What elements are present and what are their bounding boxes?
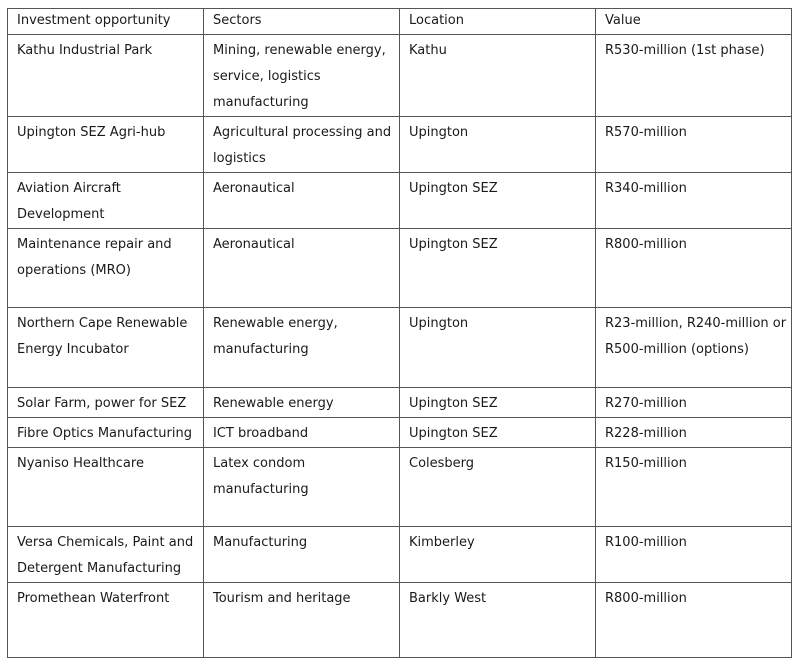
cell-location: Upington [400, 117, 596, 173]
table-row [8, 173, 792, 229]
cell-value: R150-million [596, 448, 792, 527]
table-row [8, 527, 792, 583]
cell-sectors: Renewable energy [204, 388, 400, 418]
table-row [8, 388, 792, 418]
table-row [8, 35, 792, 117]
cell-opportunity: Versa Chemicals, Paint and Detergent Manufacturing [8, 527, 204, 583]
cell-opportunity: Nyaniso Healthcare [8, 448, 204, 527]
cell-opportunity: Upington SEZ Agri-hub [8, 117, 204, 173]
cell-opportunity: Fibre Optics Manufacturing [8, 418, 204, 448]
cell-location: Upington SEZ [400, 229, 596, 308]
cell-location: Kathu [400, 35, 596, 117]
table-row [8, 583, 792, 658]
cell-value: R800-million [596, 583, 792, 658]
cell-opportunity: Promethean Waterfront [8, 583, 204, 658]
table-row [8, 308, 792, 388]
header-location: Location [400, 9, 596, 35]
table-row [8, 117, 792, 173]
cell-opportunity: Northern Cape Renewable Energy Incubator [8, 308, 204, 388]
cell-sectors: Mining, renewable energy, service, logistics manufacturing [204, 35, 400, 117]
cell-location: Upington SEZ [400, 418, 596, 448]
cell-location: Kimberley [400, 527, 596, 583]
cell-sectors: Aeronautical [204, 173, 400, 229]
table-row [8, 229, 792, 308]
cell-value: R340-million [596, 173, 792, 229]
header-investment-opportunity: Investment opportunity [8, 9, 204, 35]
cell-opportunity: Maintenance repair and operations (MRO) [8, 229, 204, 308]
cell-sectors: Aeronautical [204, 229, 400, 308]
table-row [8, 448, 792, 527]
cell-value: R800-million [596, 229, 792, 308]
cell-sectors: Agricultural processing and logistics [204, 117, 400, 173]
cell-location: Barkly West [400, 583, 596, 658]
investment-table-container [7, 8, 792, 658]
cell-opportunity: Solar Farm, power for SEZ [8, 388, 204, 418]
cell-location: Upington SEZ [400, 388, 596, 418]
header-value: Value [596, 9, 792, 35]
cell-sectors: Latex condom manufacturing [204, 448, 400, 527]
cell-value: R570-million [596, 117, 792, 173]
table-row [8, 418, 792, 448]
cell-value: R228-million [596, 418, 792, 448]
cell-sectors: Manufacturing [204, 527, 400, 583]
investment-table [7, 8, 792, 658]
cell-value: R270-million [596, 388, 792, 418]
header-sectors: Sectors [204, 9, 400, 35]
cell-value: R530-million (1st phase) [596, 35, 792, 117]
cell-sectors: ICT broadband [204, 418, 400, 448]
cell-opportunity: Aviation Aircraft Development [8, 173, 204, 229]
cell-sectors: Tourism and heritage [204, 583, 400, 658]
cell-opportunity: Kathu Industrial Park [8, 35, 204, 117]
cell-sectors: Renewable energy, manufacturing [204, 308, 400, 388]
cell-value: R100-million [596, 527, 792, 583]
cell-location: Upington SEZ [400, 173, 596, 229]
cell-location: Colesberg [400, 448, 596, 527]
table-header-row [8, 9, 792, 35]
cell-location: Upington [400, 308, 596, 388]
cell-value: R23-million, R240-million or R500-million (options) [596, 308, 792, 388]
